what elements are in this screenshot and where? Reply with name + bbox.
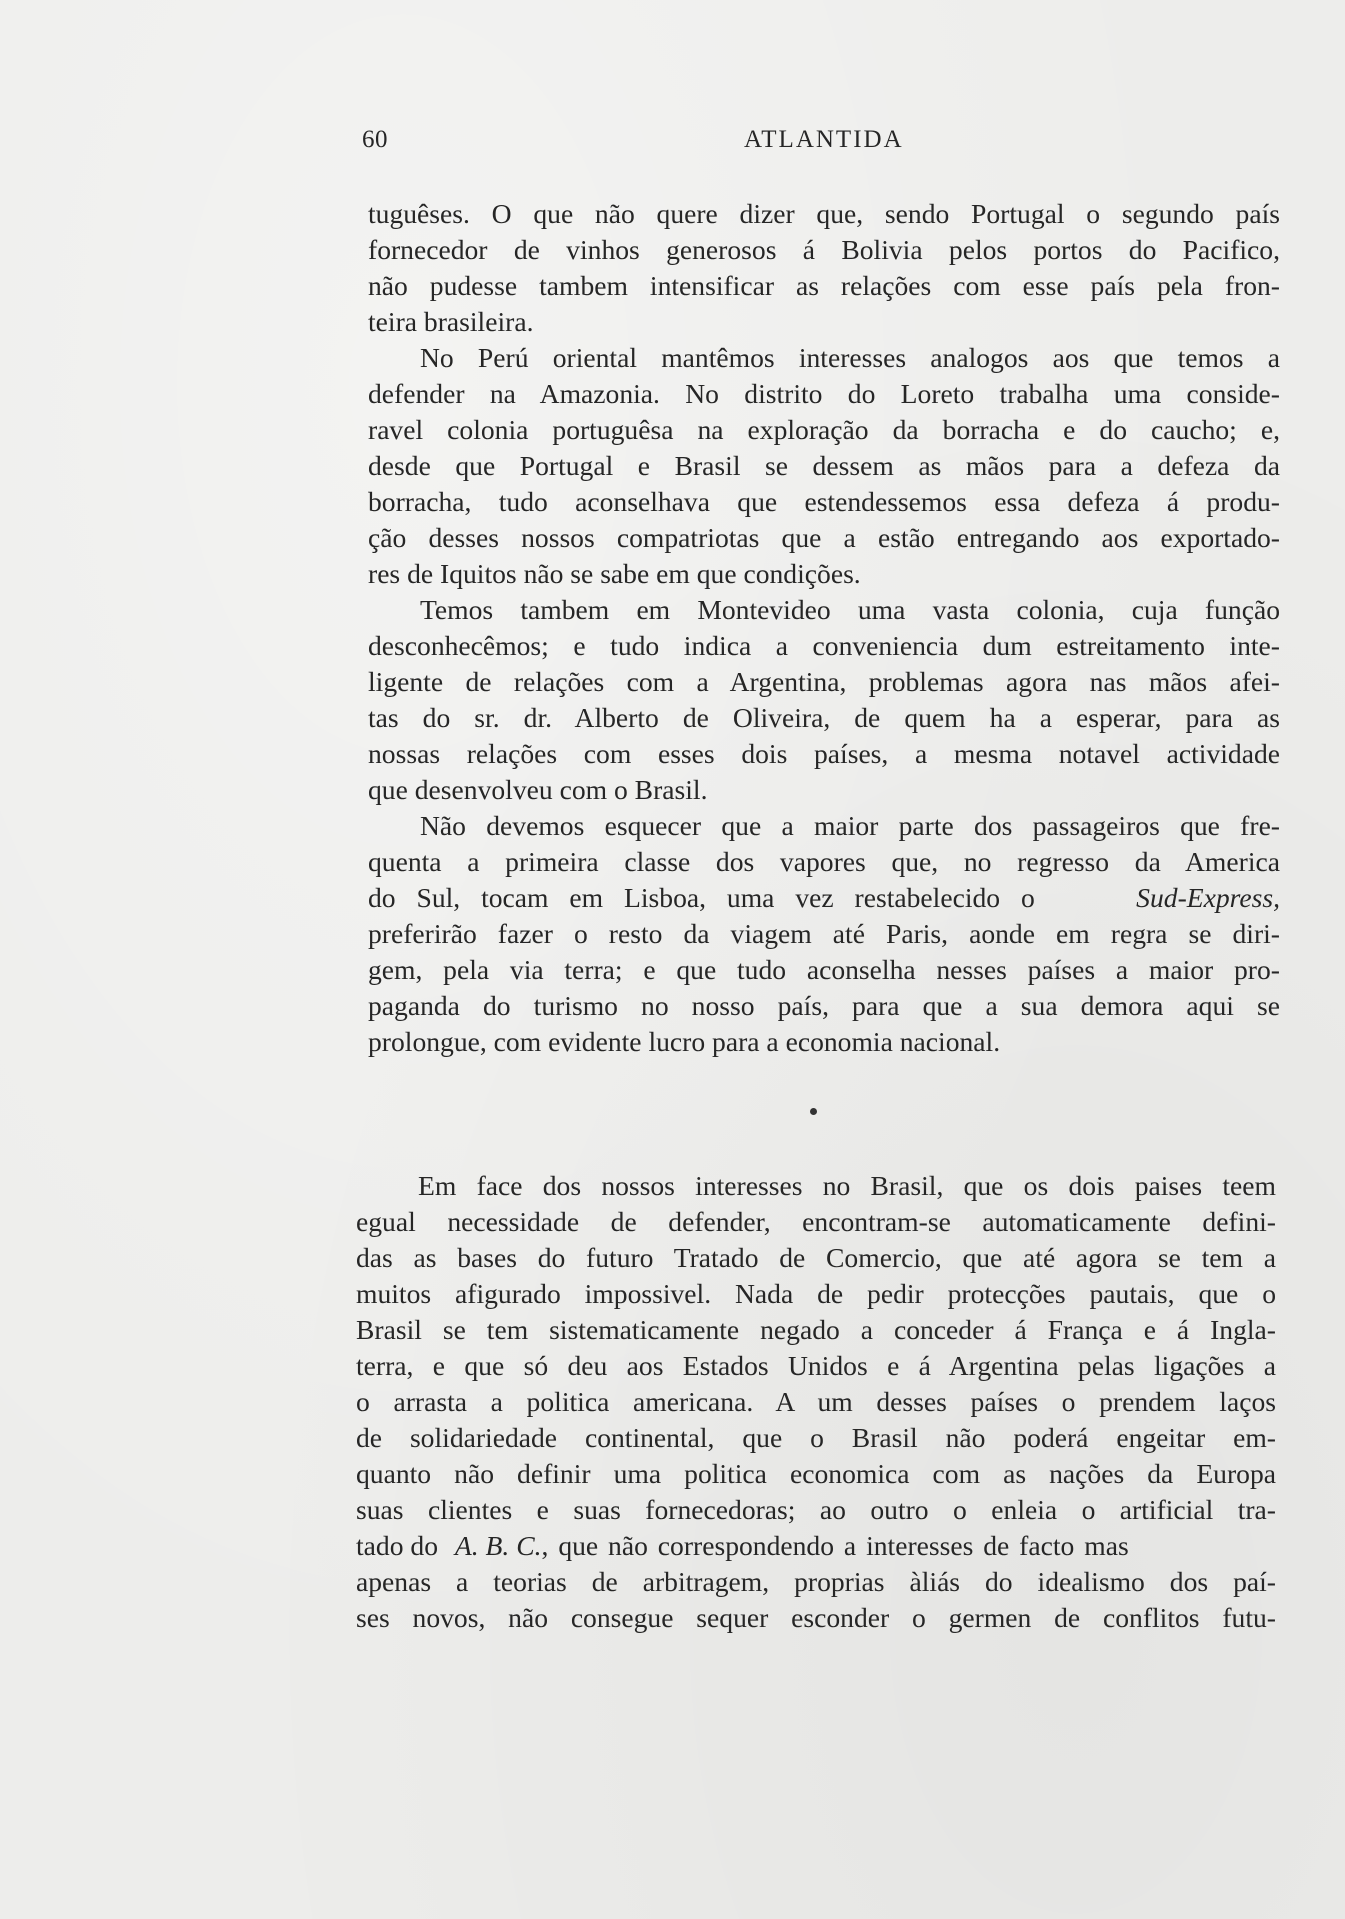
text-line: que desenvolveu com o Brasil. (368, 774, 708, 805)
text-line: egual necessidade de defender, encontram-se automaticamente defini- (356, 1206, 1276, 1237)
text-line: prolongue, com evidente lucro para a economia nacional. (368, 1026, 1001, 1057)
text-fragment-tail: , que não correspondendo a interesses de facto mas (541, 1530, 1129, 1561)
italic-term-abc: A. B. C. (454, 1530, 542, 1561)
text-fragment: do Sul, tocam em Lisboa, uma vez restabelecido o (368, 882, 1035, 913)
text-line: paganda do turismo no nosso país, para que a sua demora aqui se (368, 990, 1280, 1021)
text-line: res de Iquitos não se sabe em que condições. (368, 558, 861, 589)
text-fragment (356, 1528, 1129, 1564)
text-line: quenta a primeira classe dos vapores que, no regresso da America (368, 846, 1280, 877)
text-line (368, 880, 1280, 916)
text-fragment-lead: tado do (356, 1530, 438, 1561)
text-line: desde que Portugal e Brasil se dessem as mãos para a defeza da (368, 450, 1280, 481)
text-line: ção desses nossos compatriotas que a estão entregando aos exportado- (368, 522, 1280, 553)
text-line: ses novos, não consegue sequer esconder o germen de conflitos futu- (356, 1602, 1276, 1633)
text-line: de solidariedade continental, que o Brasil não poderá engeitar em- (356, 1422, 1276, 1453)
text-line: Brasil se tem sistematicamente negado a conceder á França e á Ingla- (356, 1314, 1276, 1345)
text-line: tas do sr. dr. Alberto de Oliveira, de quem ha a esperar, para as (368, 702, 1280, 733)
text-line: No Perú oriental mantêmos interesses analogos aos que temos a (420, 342, 1280, 373)
section-divider-dot (810, 1108, 817, 1115)
text-line: quanto não definir uma politica economica com as nações da Europa (356, 1458, 1276, 1489)
text-line: desconhecêmos; e tudo indica a conveniencia dum estreitamento inte- (368, 630, 1280, 661)
text-line: tuguêses. O que não quere dizer que, sendo Portugal o segundo país (368, 198, 1280, 229)
running-title: ATLANTIDA (744, 126, 904, 153)
page-header (362, 126, 1284, 162)
text-line: gem, pela via terra; e que tudo aconselha nesses países a maior pro- (368, 954, 1280, 985)
text-line: nossas relações com esses dois países, a mesma notavel actividade (368, 738, 1280, 769)
text-line (356, 1528, 1276, 1564)
text-line: Temos tambem em Montevideo uma vasta colonia, cuja função (420, 594, 1280, 625)
text-line: das as bases do futuro Tratado de Comercio, que até agora se tem a (356, 1242, 1276, 1273)
text-line: defender na Amazonia. No distrito do Loreto trabalha uma conside- (368, 378, 1280, 409)
text-line: borracha, tudo aconselhava que estendessemos essa defeza á produ- (368, 486, 1280, 517)
text-line: terra, e que só deu aos Estados Unidos e á Argentina pelas ligações a (356, 1350, 1276, 1381)
text-line: preferirão fazer o resto da viagem até Paris, aonde em regra se diri- (368, 918, 1280, 949)
text-line: Não devemos esquecer que a maior parte dos passageiros que fre- (420, 810, 1280, 841)
text-line: teira brasileira. (368, 306, 534, 337)
page-number: 60 (362, 126, 388, 153)
text-line: fornecedor de vinhos generosos á Bolivia pelos portos do Pacifico, (368, 234, 1280, 265)
italic-term-sud-express: Sud-Express, (1136, 882, 1280, 913)
text-line: não pudesse tambem intensificar as relações com esse país pela fron- (368, 270, 1280, 301)
text-line: suas clientes e suas fornecedoras; ao outro o enleia o artificial tra- (356, 1494, 1276, 1525)
text-line: apenas a teorias de arbitragem, proprias àliás do idealismo dos paí- (356, 1566, 1276, 1597)
text-line: ligente de relações com a Argentina, problemas agora nas mãos afei- (368, 666, 1280, 697)
text-line: Em face dos nossos interesses no Brasil, que os dois paises teem (418, 1170, 1276, 1201)
text-line: o arrasta a politica americana. A um desses países o prendem laços (356, 1386, 1276, 1417)
text-line: ravel colonia portuguêsa na exploração da borracha e do caucho; e, (368, 414, 1280, 445)
text-line: muitos afigurado impossivel. Nada de pedir protecções pautais, que o (356, 1278, 1276, 1309)
